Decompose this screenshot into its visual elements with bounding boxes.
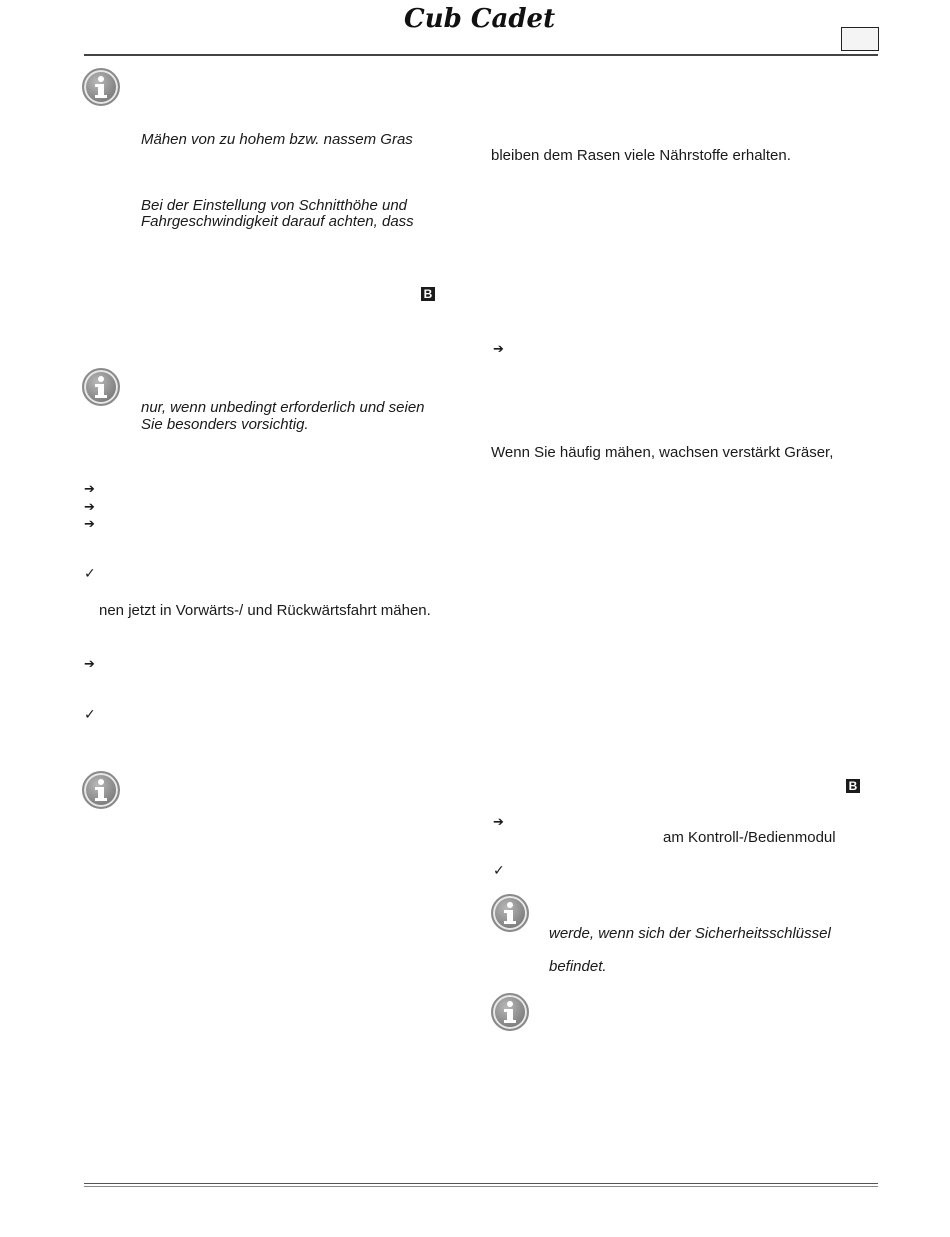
footer-rule-bottom: [84, 1186, 878, 1187]
text-control-module: am Kontroll-/Bedienmodul: [663, 829, 836, 846]
figure-b-badge: B: [421, 287, 435, 301]
page-number-box: [841, 27, 879, 51]
italic-text-tall-wet-grass: Mähen von zu hohem bzw. nassem Gras: [141, 131, 413, 148]
arrow-right-icon: ➔: [84, 499, 95, 514]
arrow-right-icon: ➔: [493, 341, 504, 356]
italic-text-safety-key-2: befindet.: [549, 958, 607, 975]
arrow-right-icon: ➔: [493, 814, 504, 829]
italic-text-careful-1: nur, wenn unbedingt erforderlich und seien: [141, 399, 425, 416]
info-icon: [82, 68, 120, 106]
arrow-right-icon: ➔: [84, 516, 95, 531]
arrow-right-icon: ➔: [84, 656, 95, 671]
info-icon: [491, 894, 529, 932]
checkmark-icon: ✓: [493, 862, 505, 878]
brand-logo: [404, 4, 579, 36]
text-forward-reverse: nen jetzt in Vorwärts-/ und Rückwärtsfahrt mähen.: [99, 602, 431, 619]
info-icon: [82, 368, 120, 406]
figure-b-badge: B: [846, 779, 860, 793]
italic-text-safety-key-1: werde, wenn sich der Sicherheitsschlüssel: [549, 925, 831, 942]
italic-text-cut-height-2: Fahrgeschwindigkeit darauf achten, dass: [141, 213, 414, 230]
text-nutrients: bleiben dem Rasen viele Nährstoffe erhalten.: [491, 147, 791, 164]
checkmark-icon: ✓: [84, 706, 96, 722]
info-icon: [491, 993, 529, 1031]
italic-text-careful-2: Sie besonders vorsichtig.: [141, 416, 309, 433]
arrow-right-icon: ➔: [84, 481, 95, 496]
footer-rule-top: [84, 1183, 878, 1184]
header-rule: [84, 54, 878, 56]
italic-text-cut-height-1: Bei der Einstellung von Schnitthöhe und: [141, 197, 408, 214]
checkmark-icon: ✓: [84, 565, 96, 581]
brand-logo-text: Cub Cadet: [404, 4, 556, 34]
text-frequent-mowing: Wenn Sie häufig mähen, wachsen verstärkt Gräser,: [491, 444, 834, 461]
info-icon: [82, 771, 120, 809]
